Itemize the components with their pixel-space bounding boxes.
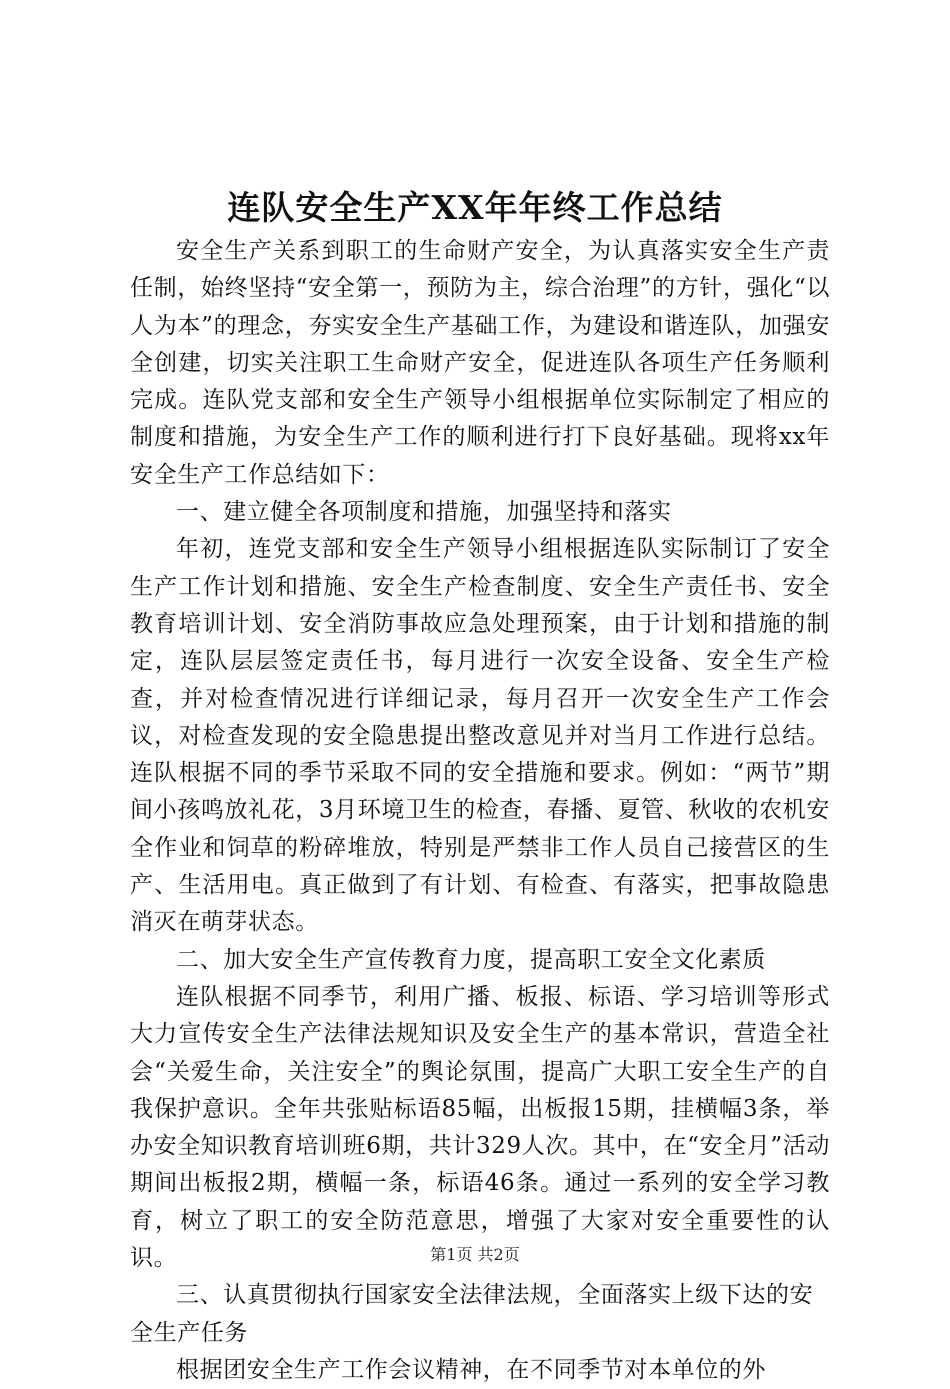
section-heading-3: 三、认真贯彻执行国家安全法律法规，全面落实上级下达的安全生产任务 xyxy=(130,1282,814,1346)
page-footer: 第1页 共2页 xyxy=(430,1245,520,1264)
section-3-paragraph: 根据团安全生产工作会议精神，在不同季节对本单位的外 xyxy=(176,1356,766,1383)
document-body xyxy=(130,233,830,1389)
section-heading-2: 二、加大安全生产宣传教育力度，提高职工安全文化素质 xyxy=(176,946,766,973)
section-heading-1: 一、建立健全各项制度和措施，加强坚持和落实 xyxy=(176,499,672,526)
document-title: 连队安全生产XX年年终工作总结 xyxy=(227,188,723,227)
section-2-paragraph: 连队根据不同季节，利用广播、板报、标语、学习培训等形式大力宣传安全生产法律法规知识及安全生产的基本常识，营造全社会“关爱生命，关注安全”的舆论氛围，提高广大职工安全生产的自我保护意识。全年共张贴标语85幅，出板报15期，挂横幅3条，举办安全知识教育培训班6期，共计329人次。其中，在“安全月”活动期间出板报2期，横幅一条，标语46条。通过一系列的安全学习教育，树立了职工的安全防范意思，增强了大家对安全重要性的认识。 xyxy=(130,983,830,1272)
section-1-paragraph: 年初，连党支部和安全生产领导小组根据连队实际制订了安全生产工作计划和措施、安全生产检查制度、安全生产责任书、安全教育培训计划、安全消防事故应急处理预案，由于计划和措施的制定，连队层层签定责任书，每月进行一次安全设备、安全生产检查，并对检查情况进行详细记录，每月召开一次安全生产工作会议，对检查发现的安全隐患提出整改意见并对当月工作进行总结。连队根据不同的季节采取不同的安全措施和要求。例如：“两节”期间小孩鸣放礼花，3月环境卫生的检查，春播、夏管、秋收的农机安全作业和饲草的粉碎堆放，特别是严禁非工作人员自己接营区的生产、生活用电。真正做到了有计划、有检查、有落实，把事故隐患消灭在萌芽状态。 xyxy=(130,536,830,936)
intro-paragraph: 安全生产关系到职工的生命财产安全，为认真落实安全生产责任制，始终坚持“安全第一，预防为主，综合治理”的方针，强化“以人为本”的理念，夯实安全生产基础工作，为建设和谐连队，加强安全创建，切实关注职工生命财产安全，促进连队各项生产任务顺利完成。连队党支部和安全生产领导小组根据单位实际制定了相应的制度和措施，为安全生产工作的顺利进行打下良好基础。现将xx年安全生产工作总结如下： xyxy=(130,238,830,488)
